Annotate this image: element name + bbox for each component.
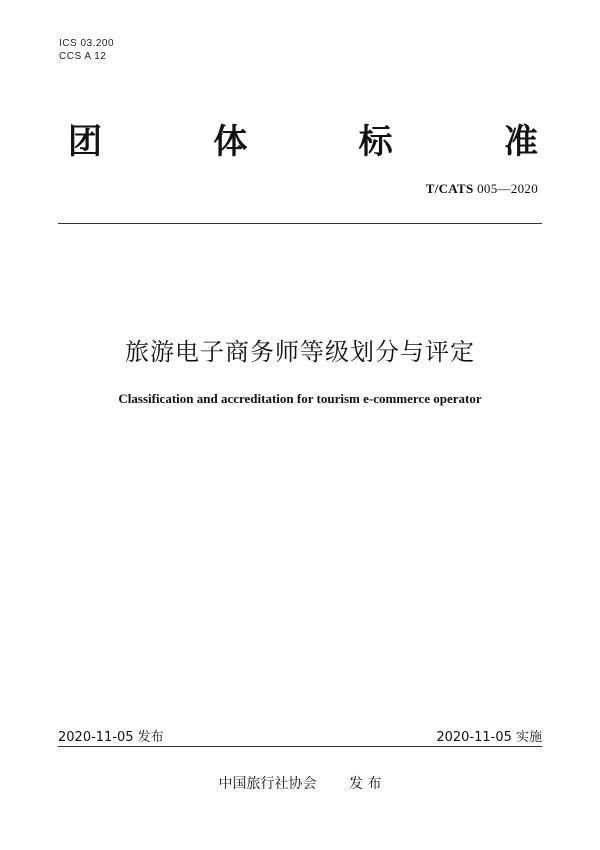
standard-type-title <box>68 122 538 162</box>
ccs-code: CCS A 12 <box>59 51 107 62</box>
standard-code: 005—2020 <box>477 181 538 196</box>
bottom-divider <box>58 746 542 747</box>
publish-label: 发 布 <box>349 776 382 792</box>
standard-number <box>426 181 538 197</box>
title-char: 团 <box>68 122 102 162</box>
top-divider <box>58 223 542 224</box>
classification-codes <box>59 37 114 63</box>
standard-prefix: T/CATS <box>425 181 474 196</box>
publisher-name: 中国旅行社协会 <box>218 776 317 792</box>
ics-code: ICS 03.200 <box>59 38 115 49</box>
title-char: 体 <box>213 122 248 162</box>
title-char: 标 <box>358 122 393 162</box>
document-title-en: Classification and accreditation for tourism e-commerce operator <box>118 391 482 406</box>
title-char: 准 <box>503 122 538 162</box>
publisher-line <box>0 773 600 793</box>
issue-date: 2020-11-05 发布 <box>58 730 164 745</box>
implement-date: 2020-11-05 实施 <box>436 730 542 745</box>
document-title-cn: 旅游电子商务师等级划分与评定 <box>125 338 475 366</box>
